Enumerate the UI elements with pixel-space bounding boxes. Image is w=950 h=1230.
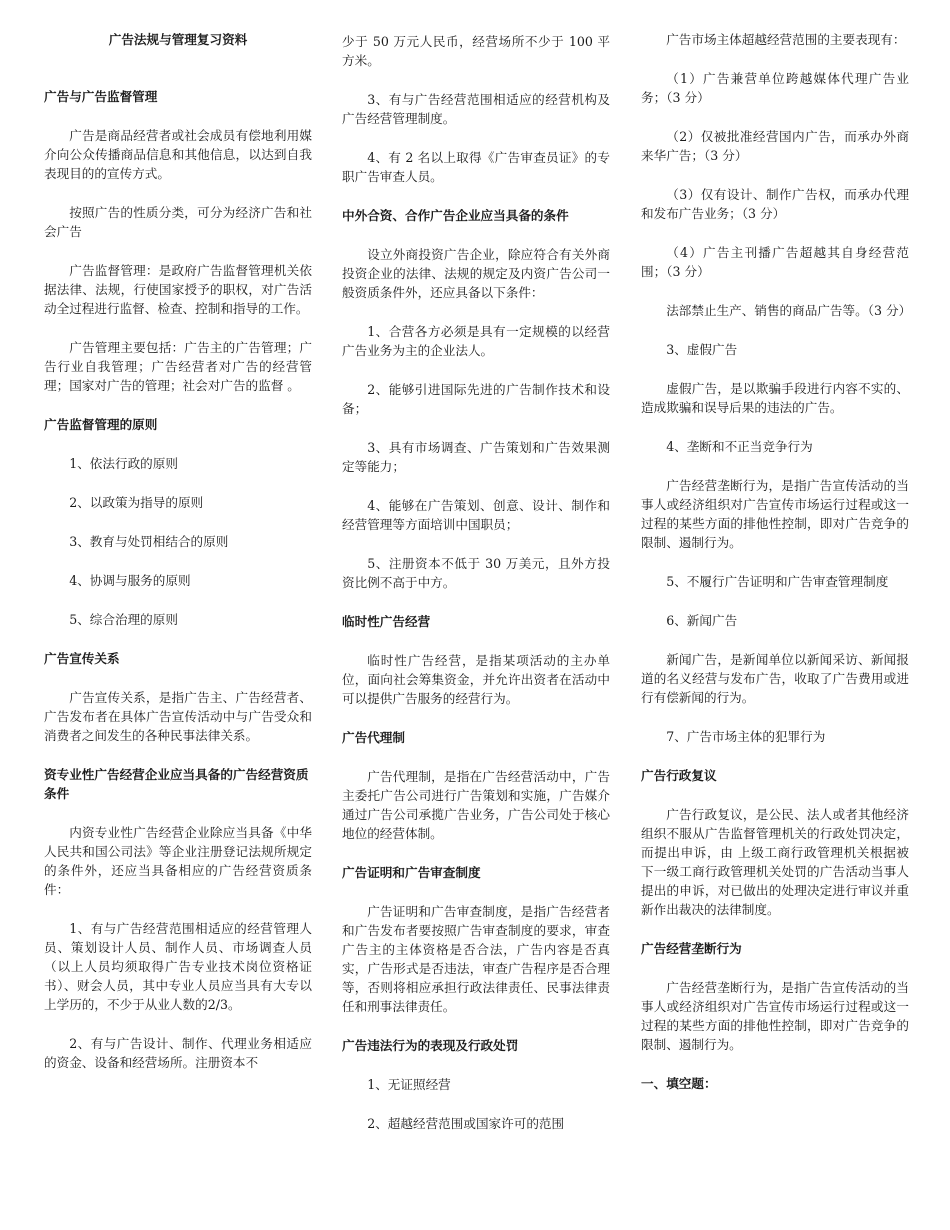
list-item: 1、无证照经营: [367, 1077, 451, 1092]
paragraph: 1、有与广告经营范围相适应的经营管理人员、策划设计人员、制作人员、市场调查人员（以上人员均须取得广告专业技术岗位资格证书）、财会人员，其中专业人员应当具有大专以上学历的，不少于从业人数的2/3。: [44, 921, 312, 1012]
column-right: [641, 30, 912, 1113]
section-heading: 广告代理制: [342, 730, 405, 745]
section-heading: 广告监督管理的原则: [44, 417, 158, 432]
section-heading: 广告行政复议: [641, 768, 717, 783]
paragraph: 5、注册资本不低于 30 万美元，且外方投资比例不高于中方。: [342, 556, 610, 590]
paragraph: 广告证明和广告审查制度，是指广告经营者和广告发布者要按照广告审查制度的要求，审查广告主的主体资格是否合法，广告内容是否真实，广告形式是否违法，审查广告程序是否合理等，否则将相应承担行政法律责任、民事法律责任和刑事法律责任。: [342, 904, 610, 1014]
list-item: 5、综合治理的原则: [69, 612, 178, 627]
document-title: 广告法规与管理复习资料: [108, 32, 248, 47]
list-item: 4、协调与服务的原则: [69, 573, 191, 588]
paragraph: 2、有与广告设计、制作、代理业务相适应的资金、设备和经营场所。注册资本不: [44, 1036, 312, 1070]
paragraph: 广告管理主要包括：广告主的广告管理；广告行业自我管理；广告经营者对广告的经营管理；国家对广告的管理；社会对广告的监督 。: [44, 340, 312, 393]
paragraph: 广告代理制，是指在广告经营活动中，广告主委托广告公司进行广告策划和实施，广告媒介通过广告公司承揽广告业务，广告公司处于核心地位的经营体制。: [342, 769, 610, 841]
column-middle: [342, 32, 610, 1153]
paragraph: 少于 50 万元人民币，经营场所不少于 100 平方米。: [342, 34, 610, 68]
paragraph: 4、能够在广告策划、创意、设计、制作和经营管理等方面培训中国职员；: [342, 498, 610, 532]
paragraph: 广告经营垄断行为，是指广告宣传活动的当事人或经济组织对广告宣传市场运行过程或这一过程的某些方面的排他性控制，即对广告竞争的限制、遏制行为。: [641, 980, 909, 1052]
paragraph: 设立外商投资广告企业，除应符合有关外商投资企业的法律、法规的规定及内资广告公司一般资质条件外，还应具备以下条件：: [342, 247, 610, 300]
section-heading: 临时性广告经营: [342, 614, 431, 629]
paragraph: 广告市场主体超越经营范围的主要表现有：: [666, 32, 906, 47]
section-heading: 广告证明和广告审查制度: [342, 865, 481, 880]
section-heading: 广告宣传关系: [44, 651, 120, 666]
section-heading: 广告违法行为的表现及行政处罚: [342, 1038, 519, 1053]
list-item: （2）仅被批准经营国内广告，而承办外商来华广告；（3 分）: [641, 129, 909, 163]
paragraph: 虚假广告，是以欺骗手段进行内容不实的、造成欺骗和误导后果的违法的广告。: [641, 381, 909, 415]
paragraph: 法部禁止生产、销售的商品广告等。（3 分）: [666, 303, 912, 318]
list-item: 2、超越经营范围或国家许可的范围: [367, 1116, 565, 1131]
paragraph: 内资专业性广告经营企业除应当具备《中华人民共和国公司法》等企业注册登记法规所规定的条件外，还应当具备相应的广告经营资质条件：: [44, 825, 312, 897]
list-item: 6、新闻广告: [666, 613, 738, 628]
section-heading: 广告与广告监督管理: [44, 89, 158, 104]
section-heading: 广告经营垄断行为: [641, 941, 742, 956]
paragraph: 广告宣传关系，是指广告主、广告经营者、广告发布者在具体广告宣传活动中与广告受众和消费者之间发生的各种民事法律关系。: [44, 690, 312, 743]
list-item: 3、虚假广告: [666, 342, 738, 357]
paragraph: 广告是商品经营者或社会成员有偿地利用媒介向公众传播商品信息和其他信息，以达到自我表现目的的宣传方式。: [44, 128, 312, 181]
list-item: 1、依法行政的原则: [69, 456, 178, 471]
paragraph: 3、有与广告经营范围相适应的经营机构及广告经营管理制度。: [342, 92, 610, 126]
list-item: 5、不履行广告证明和广告审查管理制度: [666, 574, 889, 589]
list-item: （1）广告兼营单位跨越媒体代理广告业务；（3 分）: [641, 71, 909, 105]
section-heading: 中外合资、合作广告企业应当具备的条件: [342, 208, 569, 223]
paragraph: 临时性广告经营，是指某项活动的主办单位，面向社会筹集资金，并允许出资者在活动中可以提供广告服务的经营行为。: [342, 653, 610, 706]
paragraph: 1、合营各方必须是具有一定规模的以经营广告业务为主的企业法人。: [342, 324, 610, 358]
section-heading: 一、填空题：: [641, 1076, 717, 1091]
list-item: 3、教育与处罚相结合的原则: [69, 534, 229, 549]
paragraph: 广告行政复议，是公民、法人或者其他经济组织不服从广告监督管理机关的行政处罚决定，而提出申诉，由 上级工商行政管理机关根据被下一级工商行政管理机关处罚的广告活动当事人提出的申诉，对已做出的处理决定进行审议并重新作出裁决的法律制度。: [641, 807, 909, 917]
paragraph: 4、有 2 名以上取得《广告审查员证》的专职广告审查人员。: [342, 150, 610, 184]
list-item: 4、垄断和不正当竞争行为: [666, 439, 813, 454]
section-heading: 资专业性广告经营企业应当具备的广告经营资质条件: [44, 767, 309, 801]
paragraph: 按照广告的性质分类，可分为经济广告和社会广告: [44, 205, 312, 239]
paragraph: 广告监督管理：是政府广告监督管理机关依据法律、法规，行使国家授予的职权，对广告活动全过程进行监督、检查、控制和指导的工作。: [44, 263, 312, 316]
paragraph: 新闻广告，是新闻单位以新闻采访、新闻报道的名义经营与发布广告，收取了广告费用或进行有偿新闻的行为。: [641, 652, 909, 705]
paragraph: 3、具有市场调查、广告策划和广告效果测定等能力；: [342, 440, 610, 474]
list-item: 7、广告市场主体的犯罪行为: [666, 729, 826, 744]
paragraph: 广告经营垄断行为，是指广告宣传活动的当事人或经济组织对广告宣传市场运行过程或这一过程的某些方面的排他性控制，即对广告竞争的限制、遏制行为。: [641, 478, 909, 550]
column-left: [44, 30, 312, 1092]
list-item: （4）广告主刊播广告超越其自身经营范围；（3 分）: [641, 245, 909, 279]
list-item: （3）仅有设计、制作广告权，而承办代理和发布广告业务；（3 分）: [641, 187, 909, 221]
list-item: 2、以政策为指导的原则: [69, 495, 204, 510]
paragraph: 2、能够引进国际先进的广告制作技术和设备；: [342, 382, 610, 416]
